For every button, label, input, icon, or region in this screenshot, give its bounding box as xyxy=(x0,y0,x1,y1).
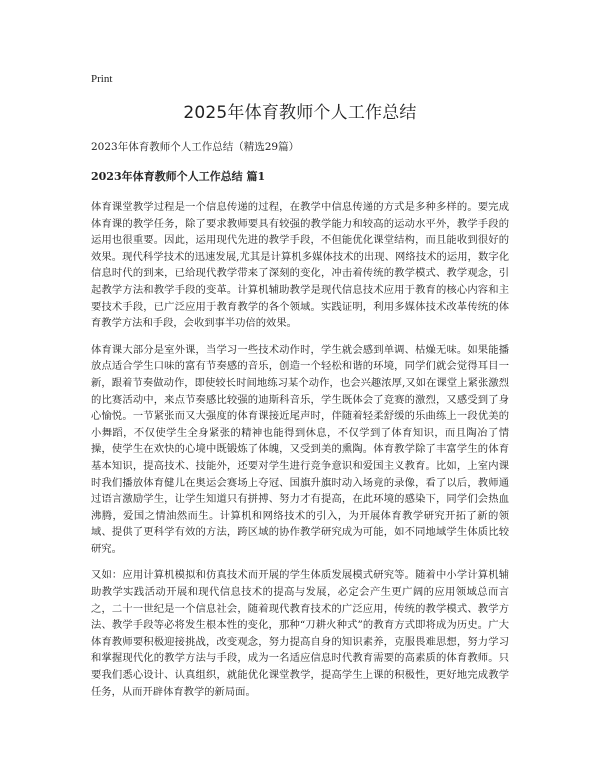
document-subtitle: 2023年体育教师个人工作总结（精选29篇） xyxy=(91,141,300,153)
section-heading: 2023年体育教师个人工作总结 篇1 xyxy=(91,170,266,183)
body-paragraph-2: 体育课大部分是室外课，当学习一些技术动作时，学生就会感到单调、枯燥无味。如果能播放点适合学生口味的富有节奏感的音乐，创造一个轻松和谐的环境，同学们就会觉得耳目一新，跟着节奏做动作，即使较长时间地练习某个动作，也会兴趣浓厚,又如在课堂上紧张激烈的比赛活动中，来点节奏感比较强的迪斯科音乐，学生既体会了竞赛的激烈，又感受到了身心愉悦。一节紧张而又大强度的体育课接近尾声时，伴随着轻柔舒缓的乐曲练上一段优美的小舞蹈，不仅使学生全身紧张的精神也能得到休息，不仅学到了体育知识，而且陶冶了情操，使学生在欢快的心境中既锻炼了体魄，又受到美的熏陶。体育教学除了丰富学生的体育基本知识，提高技术、技能外，还要对学生进行竞争意识和爱国主义教育。比如，上室内课时我们播放体育健儿在奥运会赛场上夺冠、国旗升旗时动入场竟的录像，看了以后，教师通过语言激励学生，让学生知道只有拼搏、努力才有提高，在此环境的感染下，同学们会热血沸腾，爱国之情油然而生。计算机和网络技术的引入，为开展体育教学研究开拓了新的领域、提供了更科学有效的方法，跨区域的协作教学研究成为可能，如不同地域学生体质比较研究。 xyxy=(91,343,509,555)
body-paragraph-1: 体育课堂教学过程是一个信息传递的过程，在教学中信息传递的方式是多种多样的。要完成体育课的教学任务，除了要求教师要具有较强的教学能力和较高的运动水平外，教学手段的运用也很重要。因此，运用现代先进的教学手段，不但能优化课堂结构，而且能收到很好的效果。现代科学技术的迅速发展,尤其是计算机多媒体技术的出现、网络技术的运用，数字化信息时代的到来，已给现代教学带来了深刻的变化，冲击着传统的教学模式、教学观念，引起教学方法和教学手段的变革。计算机辅助教学是现代信息技术应用于教育的核心内容和主要技术手段，已广泛应用于教育教学的各个领域。实践证明，利用多媒体技术改革传统的体育教学方法和手段，会收到事半功倍的效果。 xyxy=(91,201,509,330)
body-paragraph-3: 又如：应用计算机模拟和仿真技术而开展的学生体质发展模式研究等。随着中小学计算机辅助教学实践活动开展和现代信息技术的提高与发展，必定会产生更广阔的应用领域总而言之，二十一世纪是一个信息社会，随着现代教育技术的广泛应用，传统的教学模式、教学方法、教学手段等必将发生根本性的变化，那种“刀耕火种式”的教育方式即将成为历史。广大体育教师要积极迎接挑战，改变观念，努力提高自身的知识素养，克服畏难思想，努力学习和掌握现代化的教学方法与手段，成为一名适应信息时代教育需要的高素质的体育教师。只要我们悉心设计、认真组织，就能优化课堂教学，提高学生上课的积极性，更好地完成教学任务，从而开辟体育教学的新局面。 xyxy=(91,569,509,698)
print-link[interactable]: Print xyxy=(91,73,113,85)
document-title: 2025年体育教师个人工作总结 xyxy=(183,103,417,123)
